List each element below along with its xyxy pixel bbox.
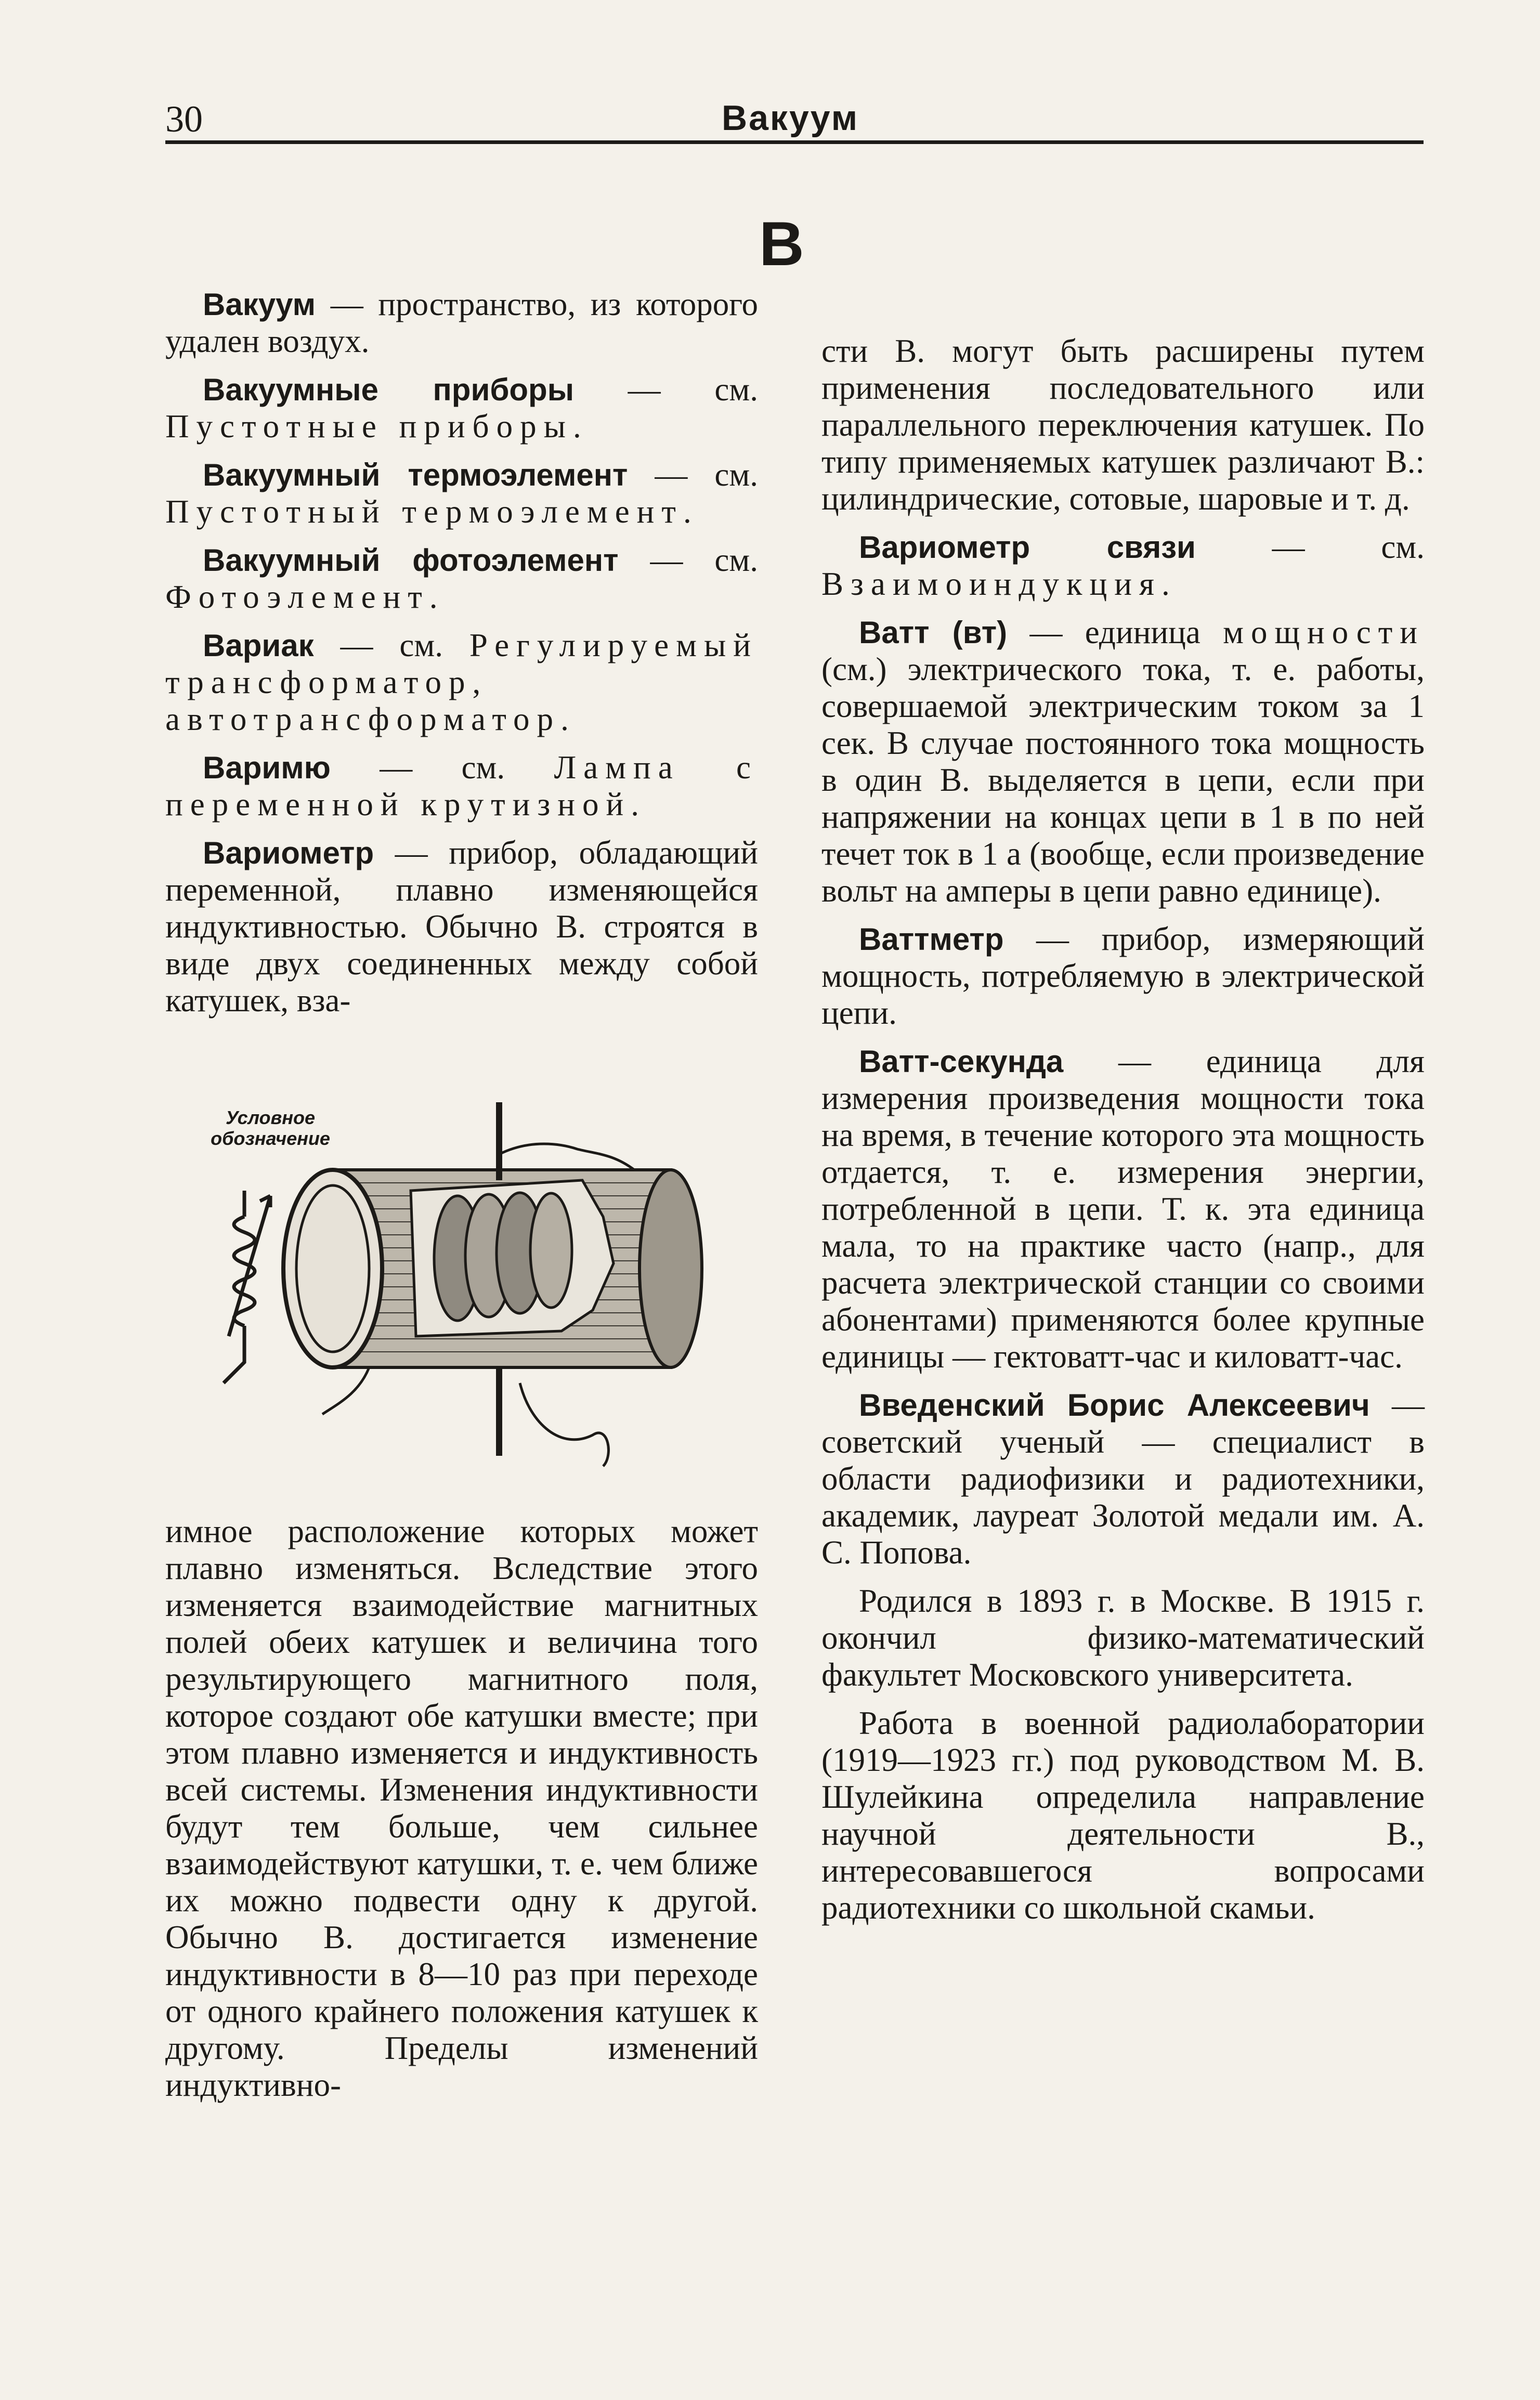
- entry-term: Вакуумные приборы: [203, 372, 574, 407]
- entry-term: Вариометр связи: [859, 530, 1196, 565]
- entry-term: Введенский Борис Алексеевич: [859, 1388, 1370, 1423]
- biography-paragraph: Родился в 1893 г. в Москве. В 1915 г. окончил физико-математический факультет Московского университета.: [821, 1583, 1425, 1693]
- entry-text: — см.: [628, 456, 758, 493]
- entry-text: (см.) электрического тока, т. е. работы, совершаемой электрическим током за 1 сек. В случае постоянного тока мощность в один В. выделяется в цепи, если при напряжении на концах цепи в 1 в по ней течет ток в 1 а (вообще, если произведение вольт на амперы в цепи равно единице).: [821, 651, 1425, 909]
- entry-varimu: Варимю — см. Лампа с переменной крутизной.: [165, 749, 758, 823]
- cross-reference: мощности: [1223, 614, 1425, 650]
- entry-term: Вакуумный фотоэлемент: [203, 543, 619, 578]
- entry-vakuum: [165, 286, 758, 360]
- running-head: Вакуум: [722, 98, 859, 138]
- entry-term: Ваттметр: [859, 922, 1004, 957]
- entry-variometr: [165, 834, 758, 1019]
- left-column-bottom: [165, 1513, 758, 2115]
- entry-vvedenskii: [821, 1387, 1425, 1571]
- figure-label: Условное обозначение: [211, 1107, 330, 1149]
- entry-vakuumnyi-fotoelement: Вакуумный фотоэлемент — см. Фотоэлемент.: [165, 542, 758, 615]
- entry-variometr-svyazi: Вариометр связи — см. Взаимоиндукция.: [821, 529, 1425, 602]
- biography-paragraph: Работа в военной радиолаборатории (1919—1923 гг.) под руководством М. В. Шулейкина определила направление научной деятельности В., интересовавшегося вопросами радиотехники со школьной скамьи.: [821, 1705, 1425, 1926]
- cross-reference: Пустотные приборы: [165, 408, 573, 445]
- entry-term: Вакуумный термоэлемент: [203, 458, 628, 492]
- variometer-illustration: [166, 1092, 738, 1487]
- section-letter: В: [759, 209, 804, 279]
- cross-reference: Фотоэлемент: [165, 579, 429, 615]
- entry-term: Вариометр: [203, 836, 374, 870]
- header-rule: [165, 140, 1424, 144]
- entry-term: Вакуум: [203, 287, 316, 322]
- entry-text: — см.: [618, 542, 758, 578]
- entry-variak: Вариак — см. Регулируемый трансформатор, автотрансформатор.: [165, 627, 758, 737]
- entry-term: Вариак: [203, 628, 314, 663]
- page-header: [165, 88, 1424, 146]
- entry-term: Ватт-секунда: [859, 1044, 1064, 1079]
- entry-vakuumnyi-termoelement: Вакуумный термоэлемент — см. Пустотный термоэлемент.: [165, 456, 758, 530]
- entry-text: — единица для измерения произведения мощности тока на время, в течение которого эта мощность отдается, т. е. измерения энергии, потребленной в цепи. Т. к. эта единица мала, то на практике часто (напр., для расчета электрической станции со своими абонентами) применяются более крупные единицы — гектоватт-час и киловатт-час.: [821, 1043, 1425, 1375]
- entry-vatt: [821, 614, 1425, 909]
- entry-text: — советский ученый — специалист в области радиофизики и радиотехники, академик, лауреат Золотой медали им. А. С. Попова.: [821, 1387, 1425, 1571]
- cross-reference: Лампа с переменной крутизной: [165, 749, 758, 823]
- variometr-continuation: имное расположение которых может плавно изменяться. Вследствие этого изменяется взаимодействие магнитных полей обеих катушек и величина того результирующего магнитного поля, которое создают обе катушки вместе; при этом плавно изменяется и индуктивность всей системы. Изменения индуктивности будут тем больше, чем сильнее взаимодействуют катушки, т. е. чем ближе их можно подвести одну к другой. Обычно В. достигается изменение индуктивности в 8—10 раз при переходе от одного крайнего положения катушек к другому. Пределы изменений индуктивно-: [165, 1513, 758, 2103]
- entry-text: — единица: [1007, 614, 1223, 650]
- coil-symbol: [224, 1191, 270, 1383]
- entry-vatt-sekunda: [821, 1043, 1425, 1375]
- variometr-ending: сти В. могут быть расширены путем применения последовательного или параллельного переключения катушек. По типу применяемых катушек различают В.: цилиндрические, сотовые, шаровые и т. д.: [821, 333, 1425, 517]
- entry-text: — см.: [330, 749, 554, 786]
- inner-coil: [411, 1180, 614, 1336]
- cross-reference: Регулируемый трансформатор, автотрансформатор: [165, 627, 758, 737]
- cross-reference: Взаимоиндукция: [821, 566, 1161, 602]
- cross-reference: Пустотный термоэлемент: [165, 493, 683, 530]
- left-column-top: [165, 286, 758, 1031]
- entry-term: Ватт (вт): [859, 615, 1008, 650]
- entry-text: — прибор, обладающий переменной, плавно изменяющейся индуктивностью. Обычно В. строятся в виде двух соединенных между собой катушек, вза-: [165, 834, 758, 1019]
- variometer-figure: [166, 1092, 738, 1487]
- entry-vattmetr: [821, 921, 1425, 1032]
- entry-term: Варимю: [203, 750, 331, 785]
- entry-text: — см.: [1195, 529, 1425, 565]
- page-number: 30: [165, 98, 203, 140]
- entry-text: — см.: [573, 371, 758, 408]
- right-column: [821, 333, 1425, 1938]
- entry-text: — прибор, измеряющий мощность, потребляемую в электрической цепи.: [821, 921, 1425, 1031]
- entry-vakuumnye-pribory: Вакуумные приборы — см. Пустотные приборы.: [165, 371, 758, 445]
- entry-text: — пространство, из которого удален воздух.: [165, 286, 758, 359]
- entry-text: — см.: [314, 627, 469, 663]
